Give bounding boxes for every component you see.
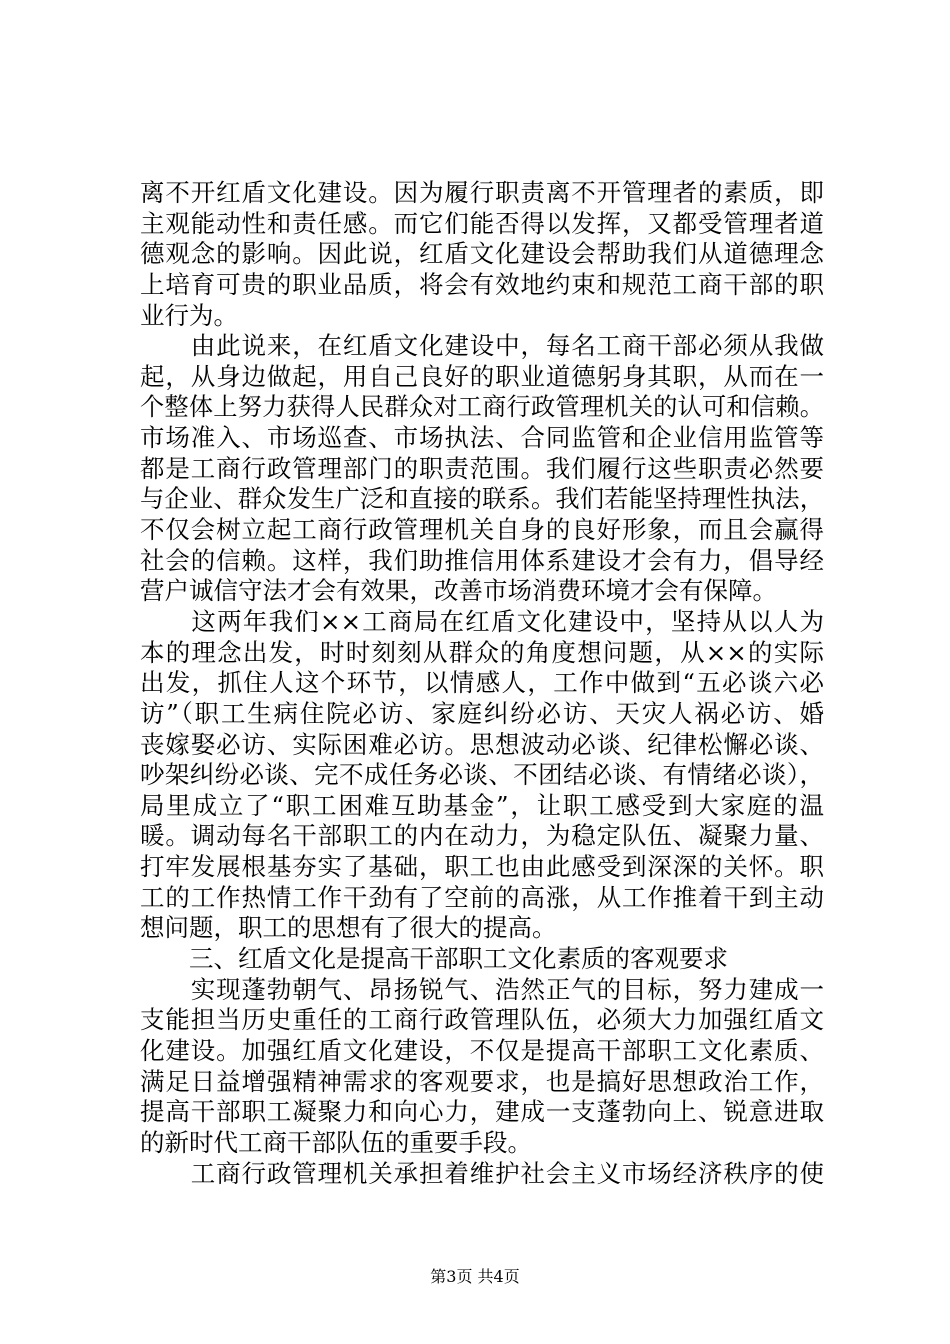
text-line: 提高干部职工凝聚力和向心力，建成一支蓬勃向上、锐意进取: [140, 1097, 824, 1127]
text-line: 都是工商行政管理部门的职责范围。我们履行这些职责必然要: [140, 453, 824, 483]
text-line: 本的理念出发，时时刻刻从群众的角度想问题，从××的实际: [140, 637, 824, 667]
text-line: 想问题，职工的思想有了很大的提高。: [140, 913, 557, 943]
text-line: 暖。调动每名干部职工的内在动力，为稳定队伍、凝聚力量、: [140, 821, 824, 851]
text-line: 起，从身边做起，用自己良好的职业道德躬身其职，从而在一: [140, 361, 824, 391]
text-line: 满足日益增强精神需求的客观要求，也是搞好思想政治工作，: [140, 1066, 824, 1096]
text-line: 业行为。: [140, 300, 238, 330]
text-line: 工商行政管理机关承担着维护社会主义市场经济秩序的使: [140, 1158, 824, 1188]
text-line: 工的工作热情工作干劲有了空前的高涨，从工作推着干到主动: [140, 882, 824, 912]
text-line: 由此说来，在红盾文化建设中，每名工商干部必须从我做: [140, 331, 824, 361]
text-line: 出发，抓住人这个环节，以情感人，工作中做到“五必谈六必: [140, 668, 824, 698]
text-line: 丧嫁娶必访、实际困难必访。思想波动必谈、纪律松懈必谈、: [140, 729, 824, 759]
text-line: 与企业、群众发生广泛和直接的联系。我们若能坚持理性执法，: [140, 484, 824, 514]
text-line: 个整体上努力获得人民群众对工商行政管理机关的认可和信赖。: [140, 392, 824, 422]
text-line: 支能担当历史重任的工商行政管理队伍，必须大力加强红盾文: [140, 1005, 824, 1035]
text-line: 市场准入、市场巡查、市场执法、合同监管和企业信用监管等: [140, 423, 824, 453]
text-line: 这两年我们××工商局在红盾文化建设中，坚持从以人为: [140, 606, 824, 636]
text-line: 化建设。加强红盾文化建设，不仅是提高干部职工文化素质、: [140, 1035, 824, 1065]
text-line: 不仅会树立起工商行政管理机关自身的良好形象，而且会赢得: [140, 515, 824, 545]
text-line: 社会的信赖。这样，我们助推信用体系建设才会有力，倡导经: [140, 545, 824, 575]
text-line: 离不开红盾文化建设。因为履行职责离不开管理者的素质，即: [140, 178, 824, 207]
text-line: 三、红盾文化是提高干部职工文化素质的客观要求: [140, 944, 728, 974]
page-footer: 第3页 共4页: [430, 1267, 520, 1286]
text-line: 的新时代工商干部队伍的重要手段。: [140, 1127, 532, 1157]
text-line: 德观念的影响。因此说，红盾文化建设会帮助我们从道德理念: [140, 239, 824, 269]
text-line: 访”（职工生病住院必访、家庭纠纷必访、天灾人祸必访、婚: [140, 698, 824, 728]
text-line: 实现蓬勃朝气、昂扬锐气、浩然正气的目标，努力建成一: [140, 974, 824, 1004]
text-line: 打牢发展根基夯实了基础，职工也由此感受到深深的关怀。职: [140, 852, 824, 882]
text-line: 局里成立了“职工困难互助基金”，让职工感受到大家庭的温: [140, 790, 824, 820]
text-line: 营户诚信守法才会有效果，改善市场消费环境才会有保障。: [140, 576, 777, 606]
text-line: 主观能动性和责任感。而它们能否得以发挥，又都受管理者道: [140, 208, 824, 238]
text-line: 上培育可贵的职业品质，将会有效地约束和规范工商干部的职: [140, 269, 824, 299]
body-text: [140, 178, 824, 1189]
text-line: 吵架纠纷必谈、完不成任务必谈、不团结必谈、有情绪必谈），: [140, 760, 824, 790]
